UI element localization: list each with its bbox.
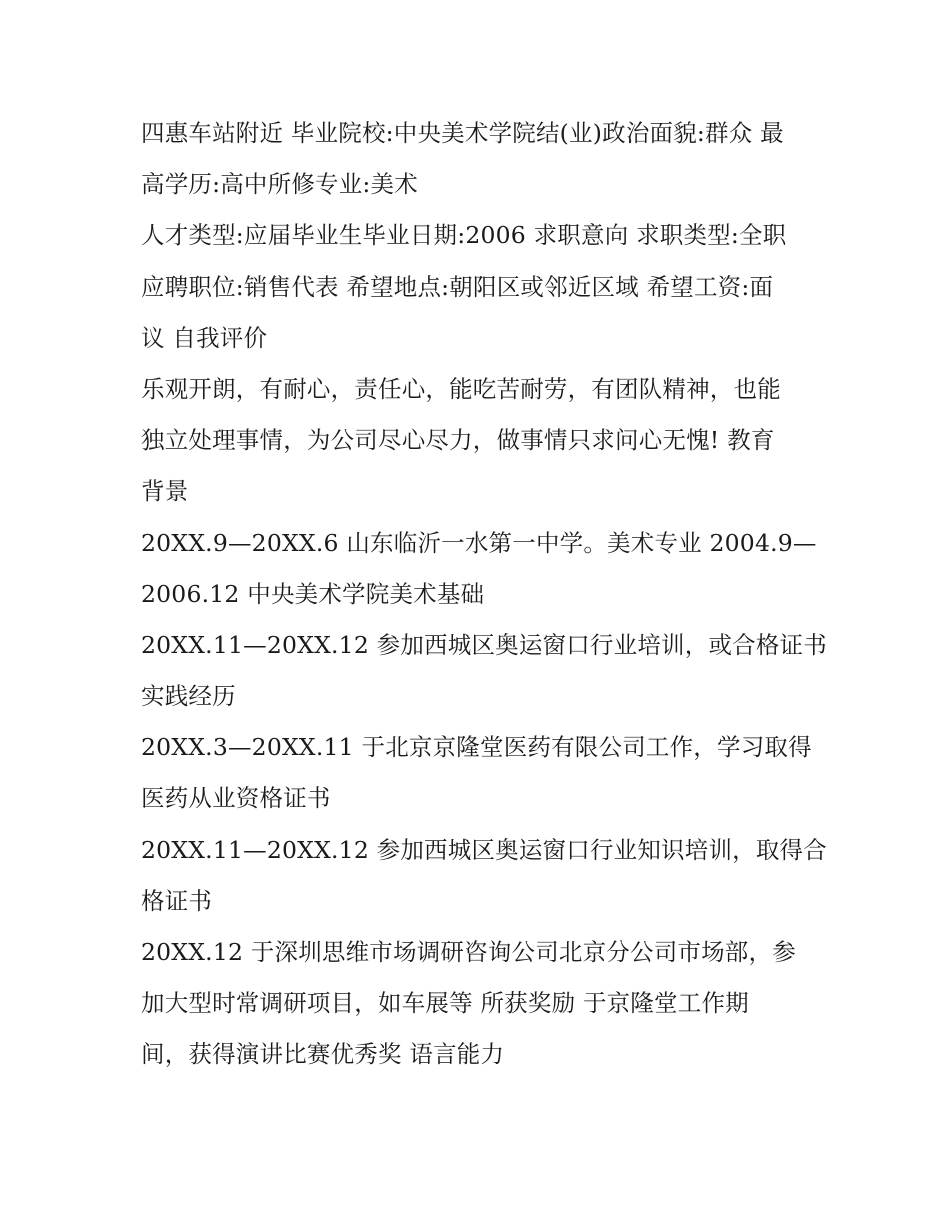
text-line: 格证书 — [141, 886, 213, 915]
text-line: 2006.12 中央美术学院美术基础 — [141, 579, 485, 608]
text-line: 高学历:高中所修专业:美术 — [141, 170, 418, 199]
text-line: 20XX.12 于深圳思维市场调研咨询公司北京分公司市场部，参 — [141, 938, 796, 966]
text-line: 应聘职位:销售代表 希望地点:朝阳区或邻近区域 希望工资:面 — [141, 272, 774, 301]
document-body — [141, 108, 827, 1081]
text-line: 议 自我评价 — [141, 323, 268, 352]
text-line: 20XX.3—20XX.11 于北京京隆堂医药有限公司工作，学习取得 — [141, 733, 812, 762]
text-line: 20XX.11—20XX.12 参加西城区奥运窗口行业知识培训，取得合 — [141, 835, 827, 864]
text-line: 人才类型:应届毕业生毕业日期:2006 求职意向 求职类型:全职 — [141, 221, 787, 250]
text-line: 四惠车站附近 毕业院校:中央美术学院结(业)政治面貌:群众 最 — [141, 119, 784, 147]
text-line: 医药从业资格证书 — [141, 784, 331, 813]
text-line: 20XX.11—20XX.12 参加西城区奥运窗口行业培训，或合格证书 — [141, 630, 827, 659]
text-line: 独立处理事情，为公司尽心尽力，做事情只求问心无愧! 教育 — [141, 426, 775, 455]
text-line: 乐观开朗，有耐心，责任心，能吃苦耐劳，有团队精神，也能 — [141, 374, 781, 403]
text-line: 背景 — [141, 477, 189, 506]
text-line: 实践经历 — [141, 682, 236, 711]
text-line: 间，获得演讲比赛优秀奖 语言能力 — [141, 1040, 505, 1069]
text-line: 20XX.9—20XX.6 山东临沂一水第一中学。美术专业 2004.9— — [141, 528, 817, 557]
text-line: 加大型时常调研项目，如车展等 所获奖励 于京隆堂工作期 — [141, 989, 749, 1018]
